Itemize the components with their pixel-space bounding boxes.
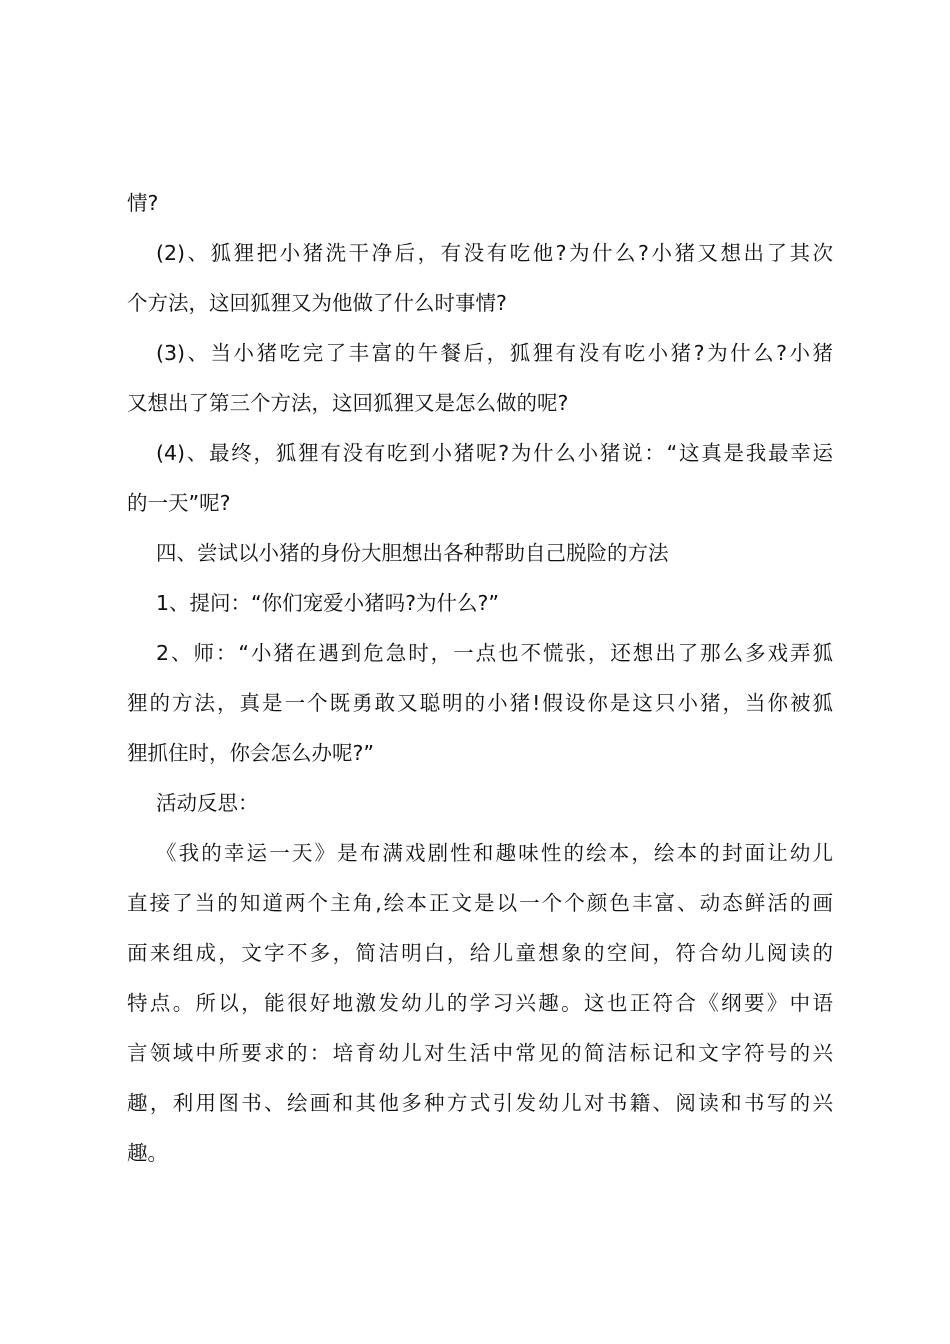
text-line: 1、提问：“你们宠爱小猪吗?为什么?” [156,591,500,615]
text-line: 特点。所以，能很好地激发幼儿的学习兴趣。这也正符合《纲要》中语 [127,991,833,1015]
text-line: 情? [127,191,159,215]
text-line: (3)、当小猪吃完了丰富的午餐后，狐狸有没有吃小猪?为什么?小猪 [156,341,833,365]
text-line: 《我的幸运一天》是布满戏剧性和趣味性的绘本，绘本的封面让幼儿 [156,841,833,865]
text-line: 面来组成，文字不多，简洁明白，给儿童想象的空间，符合幼儿阅读的 [127,941,833,965]
text-line: (2)、狐狸把小猪洗干净后，有没有吃他?为什么?小猪又想出了其次 [156,241,833,265]
text-line: 狸抓住时，你会怎么办呢?” [127,741,375,765]
text-line: (4)、最终，狐狸有没有吃到小猪呢?为什么小猪说：“这真是我最幸运 [156,441,833,465]
text-line: 趣，利用图书、绘画和其他多种方式引发幼儿对书籍、阅读和书写的兴 [127,1091,833,1115]
document-body [127,178,833,1178]
text-line: 趣。 [127,1141,168,1165]
section-heading: 四、尝试以小猪的身份大胆想出各种帮助自己脱险的方法 [156,541,669,565]
text-line: 2、师：“小猪在遇到危急时，一点也不慌张，还想出了那么多戏弄狐 [156,641,833,665]
section-heading: 活动反思： [156,791,259,815]
text-line: 言领域中所要求的：培育幼儿对生活中常见的简洁标记和文字符号的兴 [127,1041,833,1065]
text-line: 的一天”呢? [127,491,231,515]
text-line: 狸的方法，真是一个既勇敢又聪明的小猪!假设你是这只小猪，当你被狐 [127,691,833,715]
text-line: 个方法，这回狐狸又为他做了什么时事情? [127,291,507,315]
text-line: 又想出了第三个方法，这回狐狸又是怎么做的呢? [127,391,569,415]
text-line: 直接了当的知道两个主角,绘本正文是以一个个颜色丰富、动态鲜活的画 [127,891,833,915]
